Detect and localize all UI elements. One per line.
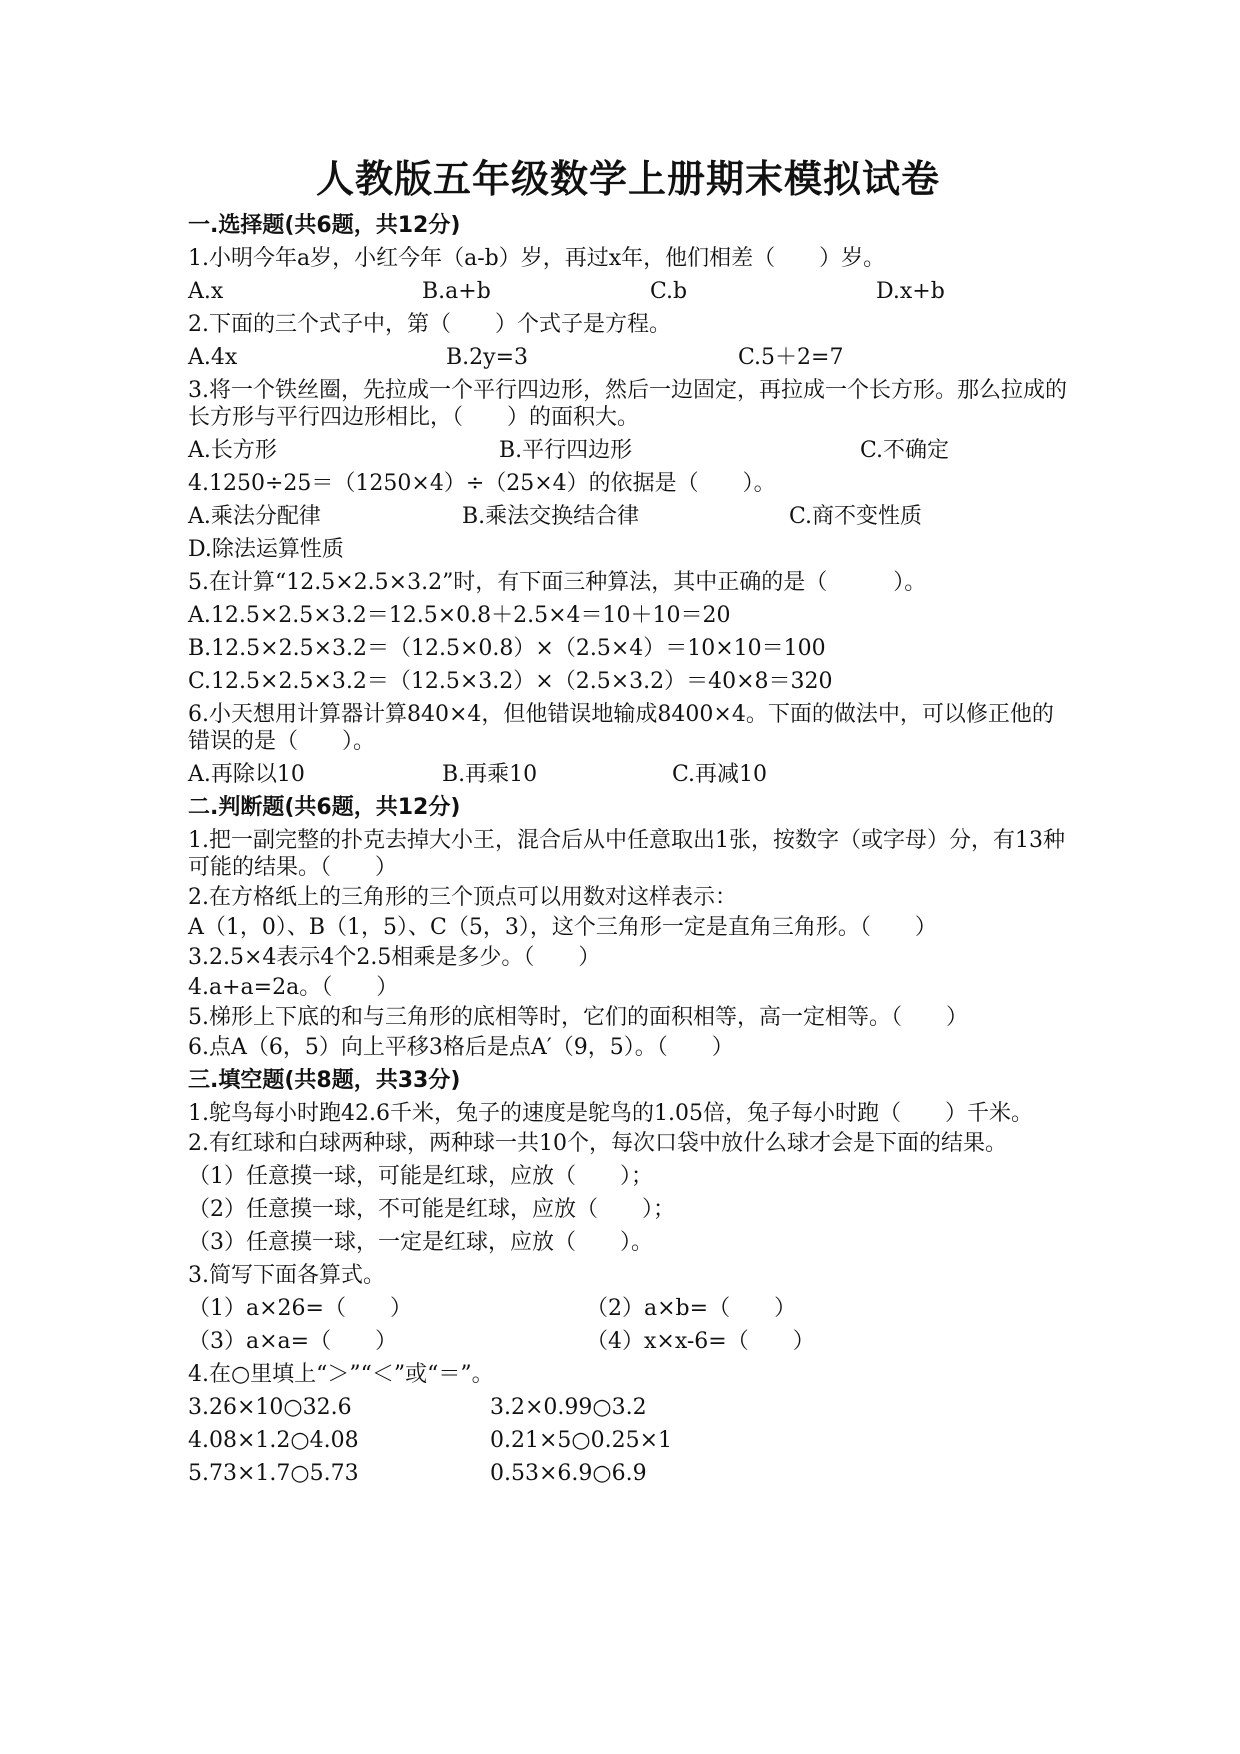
option: B.再乘10 xyxy=(442,762,538,787)
option-row xyxy=(188,275,1068,308)
compare-row xyxy=(188,1424,1068,1457)
option: B.平行四边形 xyxy=(499,438,633,463)
option: A.12.5×2.5×3.2＝12.5×0.8＋2.5×4＝10＋10＝20 xyxy=(188,603,731,628)
question-text: 3.简写下面各算式。 xyxy=(188,1263,385,1288)
question-text: 2.下面的三个式子中，第（ ）个式子是方程。 xyxy=(188,312,671,337)
option: C.再减10 xyxy=(672,762,768,787)
option: B.12.5×2.5×3.2＝（12.5×0.8）×（2.5×4）＝10×10＝100 xyxy=(188,636,826,661)
compare-row xyxy=(188,1457,1068,1490)
question-text: 1.鸵鸟每小时跑42.6千米，兔子的速度是鸵鸟的1.05倍，兔子每小时跑（ ）千米。 xyxy=(188,1101,1033,1126)
option: A.长方形 xyxy=(188,438,277,463)
option: A.乘法分配律 xyxy=(188,504,321,529)
option: D.x+b xyxy=(876,279,945,304)
question-text: 1.把一副完整的扑克去掉大小王，混合后从中任意取出1张，按数字（或字母）分，有13种可能的结果。（ ） xyxy=(188,828,1065,880)
question-text: 4.a+a=2a。（ ） xyxy=(188,975,399,1000)
question-text: 1.小明今年a岁，小红今年（a-b）岁，再过x年，他们相差（ ）岁。 xyxy=(188,246,886,271)
question-text: 5.梯形上下底的和与三角形的底相等时，它们的面积相等，高一定相等。（ ） xyxy=(188,1005,968,1030)
option-row xyxy=(188,758,1068,791)
sub-question: （2）a×b=（ ） xyxy=(586,1296,797,1321)
option: B.乘法交换结合律 xyxy=(462,504,640,529)
option: C.5＋2=7 xyxy=(738,345,844,370)
option-row xyxy=(188,500,1068,533)
option: C.12.5×2.5×3.2＝（12.5×3.2）×（2.5×3.2）＝40×8＝320 xyxy=(188,669,833,694)
question-text: 5.在计算“12.5×2.5×3.2”时，有下面三种算法，其中正确的是（ ）。 xyxy=(188,570,927,595)
compare-item: 0.53×6.9○6.9 xyxy=(490,1461,647,1486)
section-heading-choice: 一.选择题(共6题，共12分) xyxy=(188,213,461,238)
compare-item: 3.26×10○32.6 xyxy=(188,1395,352,1420)
option: B.2y=3 xyxy=(446,345,529,370)
option-row xyxy=(188,434,1068,467)
option: C.b xyxy=(650,279,688,304)
option: B.a+b xyxy=(422,279,491,304)
compare-row xyxy=(188,1391,1068,1424)
option-row xyxy=(188,341,1068,374)
sub-question: （1）a×26=（ ） xyxy=(188,1296,412,1321)
sub-question: （3）任意摸一球，一定是红球，应放（ ）。 xyxy=(188,1230,653,1255)
sub-question: （3）a×a=（ ） xyxy=(188,1329,398,1354)
sub-question-row xyxy=(188,1292,1068,1325)
option: D.除法运算性质 xyxy=(188,537,344,562)
sub-question: （2）任意摸一球，不可能是红球，应放（ ）； xyxy=(188,1197,675,1222)
question-text: 4.在○里填上“＞”“＜”或“＝”。 xyxy=(188,1362,494,1387)
option: A.再除以10 xyxy=(188,762,305,787)
option: C.商不变性质 xyxy=(789,504,923,529)
compare-item: 0.21×5○0.25×1 xyxy=(490,1428,673,1453)
exam-page xyxy=(188,148,1068,1490)
option: A.4x xyxy=(188,345,238,370)
section-heading-judgement: 二.判断题(共6题，共12分) xyxy=(188,795,461,820)
page-title: 人教版五年级数学上册期末模拟试卷 xyxy=(315,156,940,201)
question-text: 2.有红球和白球两种球，两种球一共10个，每次口袋中放什么球才会是下面的结果。 xyxy=(188,1131,1007,1156)
question-text: 3.将一个铁丝圈，先拉成一个平行四边形，然后一边固定，再拉成一个长方形。那么拉成的长方形与平行四边形相比，（ ）的面积大。 xyxy=(188,378,1067,430)
question-text: 3.2.5×4表示4个2.5相乘是多少。（ ） xyxy=(188,945,601,970)
question-text: 2.在方格纸上的三角形的三个顶点可以用数对这样表示： xyxy=(188,885,737,910)
option: A.x xyxy=(188,279,224,304)
question-text: A（1，0）、B（1，5）、C（5，3），这个三角形一定是直角三角形。（ ） xyxy=(188,915,937,940)
sub-question: （1）任意摸一球，可能是红球，应放（ ）； xyxy=(188,1164,653,1189)
compare-item: 3.2×0.99○3.2 xyxy=(490,1395,647,1420)
section-heading-fill: 三.填空题(共8题，共33分) xyxy=(188,1068,461,1093)
question-text: 4.1250÷25＝（1250×4）÷（25×4）的依据是（ ）。 xyxy=(188,471,776,496)
compare-item: 5.73×1.7○5.73 xyxy=(188,1461,359,1486)
compare-item: 4.08×1.2○4.08 xyxy=(188,1428,359,1453)
sub-question-row xyxy=(188,1325,1068,1358)
sub-question: （4）x×x-6=（ ） xyxy=(586,1329,815,1354)
question-text: 6.点A（6，5）向上平移3格后是点A′（9，5）。（ ） xyxy=(188,1035,734,1060)
question-text: 6.小天想用计算器计算840×4，但他错误地输成8400×4。下面的做法中，可以修正他的错误的是（ ）。 xyxy=(188,702,1054,754)
option: C.不确定 xyxy=(860,438,950,463)
